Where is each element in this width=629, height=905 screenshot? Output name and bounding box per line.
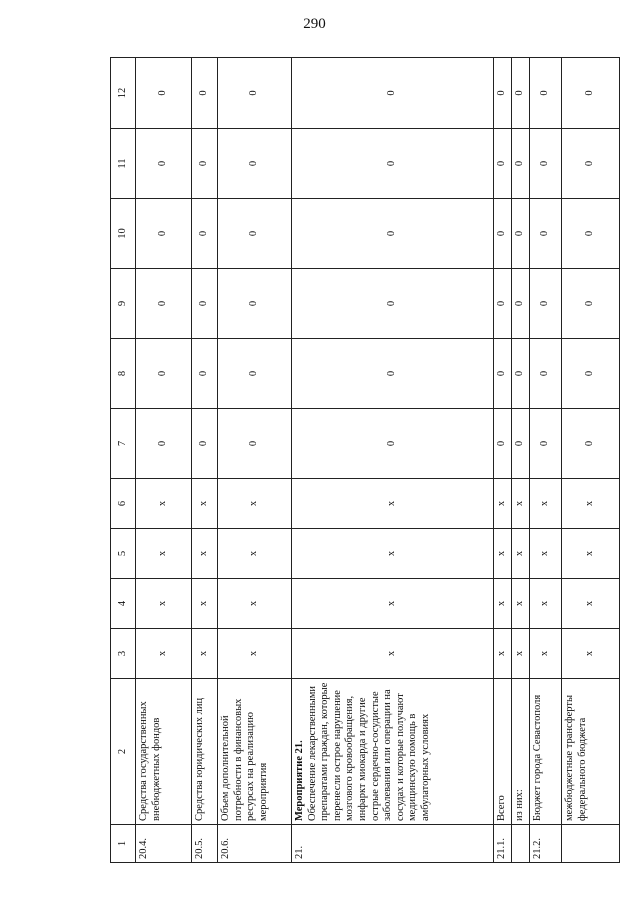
table-cell: x [218,529,292,579]
table-cell: x [136,479,192,529]
row-description: Объем дополнительной потребности в финансовых ресурсах на реализацию мероприятия [218,679,292,825]
row-number: 21.1. [494,825,512,863]
table-cell: x [136,629,192,679]
table-cell: 0 [192,269,218,339]
table-cell: 0 [292,129,494,199]
column-header: 12 [111,58,136,129]
table-row [292,58,494,863]
table-cell: 0 [562,339,620,409]
table-cell: 0 [192,409,218,479]
table-cell: x [512,579,530,629]
table-row [494,58,512,863]
column-header: 2 [111,679,136,825]
table-cell: 0 [494,58,512,129]
column-header: 3 [111,629,136,679]
table-cell: 0 [136,409,192,479]
table-cell: x [192,479,218,529]
row-description: из них: [512,679,530,825]
table-cell: x [218,579,292,629]
column-header: 8 [111,339,136,409]
column-header: 9 [111,269,136,339]
table-cell: 0 [562,269,620,339]
table-cell: x [218,479,292,529]
table-cell: x [192,579,218,629]
table-cell: 0 [292,58,494,129]
table-cell: 0 [530,269,562,339]
table-cell: x [292,579,494,629]
event-title: Мероприятие 21. [294,740,305,821]
table-cell: 0 [562,58,620,129]
table-cell: 0 [136,199,192,269]
table-cell: 0 [494,339,512,409]
table-cell: 0 [218,129,292,199]
table-cell: x [292,479,494,529]
table-cell: x [562,579,620,629]
row-description [292,679,494,825]
table-cell: 0 [136,129,192,199]
column-header: 1 [111,825,136,863]
table-cell: 0 [530,339,562,409]
table-cell: 0 [136,339,192,409]
table-cell: 0 [218,269,292,339]
table-row [530,58,562,863]
table-cell: 0 [218,339,292,409]
table-cell: 0 [562,409,620,479]
table-cell: 0 [512,269,530,339]
table-cell: 0 [218,58,292,129]
table-cell: x [530,579,562,629]
row-number [562,825,620,863]
column-header: 11 [111,129,136,199]
table-cell: x [530,479,562,529]
table-cell: x [292,529,494,579]
table-header-row [111,58,136,863]
table-cell: 0 [512,199,530,269]
table-cell: x [512,629,530,679]
table-cell: 0 [530,199,562,269]
table-cell: x [530,629,562,679]
table-cell: x [530,529,562,579]
row-number: 21.2. [530,825,562,863]
row-description: Средства государственных внебюджетных фондов [136,679,192,825]
row-number: 20.4. [136,825,192,863]
table-cell: 0 [530,409,562,479]
table-cell: 0 [192,129,218,199]
table-cell: 0 [530,129,562,199]
table-cell: 0 [292,199,494,269]
column-header: 7 [111,409,136,479]
table-cell: x [562,629,620,679]
table-cell: x [562,529,620,579]
page-number: 290 [303,16,326,32]
column-header: 5 [111,529,136,579]
column-header: 4 [111,579,136,629]
table-row [136,58,192,863]
table-cell: x [494,579,512,629]
event-description: Обеспечение лекарственными препаратами граждан, которые перенесли острое нарушение мозгового кровообращения, инфаркт миокарда и другие острые сердечно-сосудистые заболевания или операции на сосудах и которые получают медицинскую помощь в амбулаторных условиях [306,682,431,821]
table-cell: 0 [494,269,512,339]
row-description: межбюджетные трансферты федерального бюджета [562,679,620,825]
table-cell: 0 [136,58,192,129]
table-cell: 0 [562,199,620,269]
table-cell: x [192,629,218,679]
row-description: Средства юридических лиц [192,679,218,825]
table-cell: 0 [562,129,620,199]
table-cell: 0 [494,199,512,269]
table-cell: x [136,579,192,629]
table-cell: x [192,529,218,579]
table-cell: 0 [136,269,192,339]
table-cell: x [562,479,620,529]
table-row [218,58,292,863]
table-cell: x [494,529,512,579]
table-cell: 0 [494,129,512,199]
table-cell: x [494,629,512,679]
row-number: 20.5. [192,825,218,863]
table-row [192,58,218,863]
table-row [562,58,620,863]
table-cell: x [512,529,530,579]
table-cell: x [512,479,530,529]
table-cell: 0 [512,58,530,129]
table-cell: x [292,629,494,679]
table-cell: 0 [218,199,292,269]
table-cell: 0 [218,409,292,479]
budget-table [110,57,620,863]
column-header: 10 [111,199,136,269]
column-header: 6 [111,479,136,529]
row-description: Бюджет города Севастополя [530,679,562,825]
table-cell: 0 [512,409,530,479]
table-cell: 0 [512,129,530,199]
table-cell: 0 [192,339,218,409]
table-cell: x [218,629,292,679]
table-cell: 0 [292,339,494,409]
table-cell: 0 [494,409,512,479]
table-row [512,58,530,863]
table-cell: x [494,479,512,529]
rotated-table-container [110,58,616,863]
table-cell: x [136,529,192,579]
row-number: 20.6. [218,825,292,863]
table-cell: 0 [292,409,494,479]
row-number: 21. [292,825,494,863]
table-cell: 0 [530,58,562,129]
row-number [512,825,530,863]
table-cell: 0 [192,58,218,129]
table-cell: 0 [512,339,530,409]
table-cell: 0 [292,269,494,339]
row-description: Всего [494,679,512,825]
table-cell: 0 [192,199,218,269]
